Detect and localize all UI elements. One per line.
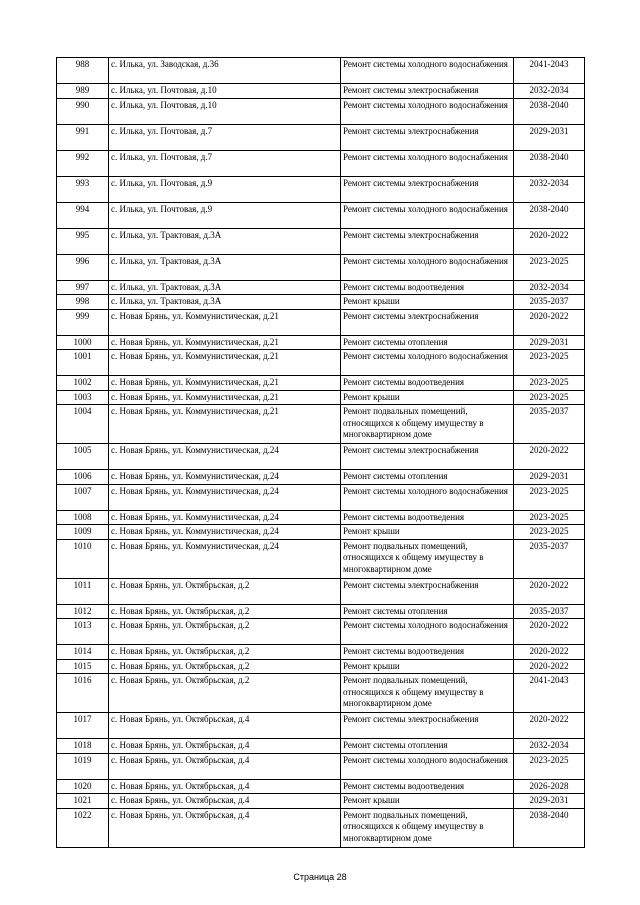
- table-row: [57, 84, 585, 99]
- table-row: [57, 98, 585, 124]
- table-row: [57, 713, 585, 739]
- table-row: [57, 405, 585, 444]
- work-type-cell: Ремонт крыши: [341, 659, 514, 674]
- table-row: [57, 295, 585, 310]
- work-type-cell: Ремонт системы холодного водоснабжения: [341, 202, 514, 228]
- period-cell: 2029-2031: [514, 794, 585, 809]
- row-number: 1004: [57, 405, 109, 444]
- period-cell: 2020-2022: [514, 228, 585, 254]
- address-cell: с. Новая Брянь, ул. Коммунистическая, д.21: [109, 335, 341, 350]
- row-number: 1019: [57, 753, 109, 779]
- period-cell: 2026-2028: [514, 779, 585, 794]
- row-number: 998: [57, 295, 109, 310]
- period-cell: 2020-2022: [514, 659, 585, 674]
- address-cell: с. Новая Брянь, ул. Коммунистическая, д.21: [109, 390, 341, 405]
- work-type-cell: Ремонт системы электроснабжения: [341, 309, 514, 335]
- period-cell: 2035-2037: [514, 604, 585, 619]
- table-row: [57, 350, 585, 376]
- address-cell: с. Новая Брянь, ул. Октябрьская, д.4: [109, 808, 341, 847]
- work-type-cell: Ремонт системы холодного водоснабжения: [341, 619, 514, 645]
- work-type-cell: Ремонт системы электроснабжения: [341, 713, 514, 739]
- period-cell: 2023-2025: [514, 376, 585, 391]
- row-number: 995: [57, 228, 109, 254]
- table-row: [57, 794, 585, 809]
- period-cell: 2020-2022: [514, 444, 585, 470]
- page-number: Страница 28: [293, 872, 347, 882]
- period-cell: 2023-2025: [514, 350, 585, 376]
- work-type-cell: Ремонт крыши: [341, 390, 514, 405]
- address-cell: с. Новая Брянь, ул. Коммунистическая, д.21: [109, 350, 341, 376]
- address-cell: с. Илька, ул. Почтовая, д.10: [109, 98, 341, 124]
- work-type-cell: Ремонт системы электроснабжения: [341, 228, 514, 254]
- work-type-cell: Ремонт подвальных помещений, относящихся к общему имуществу в многоквартирном доме: [341, 674, 514, 713]
- period-cell: 2041-2043: [514, 674, 585, 713]
- table-row: [57, 124, 585, 150]
- work-type-cell: Ремонт крыши: [341, 295, 514, 310]
- table-row: [57, 674, 585, 713]
- work-type-cell: Ремонт системы отопления: [341, 604, 514, 619]
- work-type-cell: Ремонт подвальных помещений, относящихся к общему имуществу в многоквартирном доме: [341, 808, 514, 847]
- row-number: 999: [57, 309, 109, 335]
- table-row: [57, 444, 585, 470]
- work-type-cell: Ремонт системы водоотведения: [341, 280, 514, 295]
- period-cell: 2035-2037: [514, 405, 585, 444]
- row-number: 1003: [57, 390, 109, 405]
- table-row: [57, 525, 585, 540]
- period-cell: 2038-2040: [514, 202, 585, 228]
- table-row: [57, 202, 585, 228]
- period-cell: 2035-2037: [514, 539, 585, 578]
- work-type-cell: Ремонт подвальных помещений, относящихся к общему имуществу в многоквартирном доме: [341, 539, 514, 578]
- work-type-cell: Ремонт системы холодного водоснабжения: [341, 150, 514, 176]
- row-number: 1022: [57, 808, 109, 847]
- address-cell: с. Илька, ул. Заводская, д.36: [109, 58, 341, 84]
- work-type-cell: Ремонт системы холодного водоснабжения: [341, 484, 514, 510]
- row-number: 1011: [57, 578, 109, 604]
- address-cell: с. Новая Брянь, ул. Коммунистическая, д.24: [109, 525, 341, 540]
- row-number: 990: [57, 98, 109, 124]
- period-cell: 2029-2031: [514, 124, 585, 150]
- row-number: 1005: [57, 444, 109, 470]
- address-cell: с. Новая Брянь, ул. Октябрьская, д.4: [109, 753, 341, 779]
- table-row: [57, 484, 585, 510]
- row-number: 1017: [57, 713, 109, 739]
- table-row: [57, 309, 585, 335]
- work-type-cell: Ремонт системы электроснабжения: [341, 124, 514, 150]
- row-number: 1009: [57, 525, 109, 540]
- address-cell: с. Новая Брянь, ул. Октябрьская, д.2: [109, 674, 341, 713]
- work-type-cell: Ремонт системы холодного водоснабжения: [341, 350, 514, 376]
- address-cell: с. Новая Брянь, ул. Коммунистическая, д.24: [109, 484, 341, 510]
- work-type-cell: Ремонт системы электроснабжения: [341, 444, 514, 470]
- row-number: 991: [57, 124, 109, 150]
- period-cell: 2023-2025: [514, 484, 585, 510]
- table-row: [57, 176, 585, 202]
- address-cell: с. Новая Брянь, ул. Коммунистическая, д.21: [109, 309, 341, 335]
- period-cell: 2023-2025: [514, 753, 585, 779]
- address-cell: с. Новая Брянь, ул. Коммунистическая, д.24: [109, 539, 341, 578]
- address-cell: с. Новая Брянь, ул. Октябрьская, д.4: [109, 779, 341, 794]
- row-number: 1002: [57, 376, 109, 391]
- address-cell: с. Новая Брянь, ул. Коммунистическая, д.24: [109, 444, 341, 470]
- works-table-body: [57, 58, 585, 848]
- row-number: 1016: [57, 674, 109, 713]
- table-row: [57, 753, 585, 779]
- period-cell: 2023-2025: [514, 390, 585, 405]
- row-number: 989: [57, 84, 109, 99]
- address-cell: с. Илька, ул. Почтовая, д.10: [109, 84, 341, 99]
- work-type-cell: Ремонт системы отопления: [341, 739, 514, 754]
- work-type-cell: Ремонт системы водоотведения: [341, 645, 514, 660]
- row-number: 992: [57, 150, 109, 176]
- work-type-cell: Ремонт системы холодного водоснабжения: [341, 58, 514, 84]
- address-cell: с. Илька, ул. Трактовая, д.3А: [109, 228, 341, 254]
- work-type-cell: Ремонт системы электроснабжения: [341, 176, 514, 202]
- table-row: [57, 510, 585, 525]
- row-number: 1006: [57, 470, 109, 485]
- table-row: [57, 645, 585, 660]
- period-cell: 2029-2031: [514, 470, 585, 485]
- table-row: [57, 779, 585, 794]
- address-cell: с. Илька, ул. Почтовая, д.9: [109, 202, 341, 228]
- table-row: [57, 539, 585, 578]
- period-cell: 2041-2043: [514, 58, 585, 84]
- row-number: 1008: [57, 510, 109, 525]
- row-number: 994: [57, 202, 109, 228]
- period-cell: 2032-2034: [514, 84, 585, 99]
- period-cell: 2023-2025: [514, 525, 585, 540]
- work-type-cell: Ремонт системы холодного водоснабжения: [341, 753, 514, 779]
- table-row: [57, 604, 585, 619]
- row-number: 1020: [57, 779, 109, 794]
- period-cell: 2035-2037: [514, 295, 585, 310]
- row-number: 1015: [57, 659, 109, 674]
- table-row: [57, 390, 585, 405]
- row-number: 1001: [57, 350, 109, 376]
- period-cell: 2023-2025: [514, 254, 585, 280]
- row-number: 1021: [57, 794, 109, 809]
- work-type-cell: Ремонт системы отопления: [341, 470, 514, 485]
- address-cell: с. Новая Брянь, ул. Октябрьская, д.2: [109, 604, 341, 619]
- period-cell: 2032-2034: [514, 176, 585, 202]
- period-cell: 2032-2034: [514, 280, 585, 295]
- period-cell: 2038-2040: [514, 98, 585, 124]
- table-row: [57, 335, 585, 350]
- work-type-cell: Ремонт системы водоотведения: [341, 510, 514, 525]
- table-row: [57, 280, 585, 295]
- address-cell: с. Новая Брянь, ул. Октябрьская, д.2: [109, 619, 341, 645]
- work-type-cell: Ремонт системы отопления: [341, 335, 514, 350]
- address-cell: с. Илька, ул. Трактовая, д.3А: [109, 254, 341, 280]
- work-type-cell: Ремонт системы водоотведения: [341, 376, 514, 391]
- table-row: [57, 739, 585, 754]
- table-row: [57, 150, 585, 176]
- row-number: 997: [57, 280, 109, 295]
- address-cell: с. Новая Брянь, ул. Октябрьская, д.2: [109, 578, 341, 604]
- table-row: [57, 808, 585, 847]
- row-number: 1000: [57, 335, 109, 350]
- address-cell: с. Новая Брянь, ул. Октябрьская, д.4: [109, 794, 341, 809]
- address-cell: с. Новая Брянь, ул. Октябрьская, д.2: [109, 645, 341, 660]
- address-cell: с. Илька, ул. Трактовая, д.3А: [109, 295, 341, 310]
- period-cell: 2038-2040: [514, 150, 585, 176]
- work-type-cell: Ремонт системы электроснабжения: [341, 84, 514, 99]
- row-number: 988: [57, 58, 109, 84]
- address-cell: с. Илька, ул. Трактовая, д.3А: [109, 280, 341, 295]
- table-row: [57, 254, 585, 280]
- address-cell: с. Новая Брянь, ул. Октябрьская, д.4: [109, 713, 341, 739]
- period-cell: 2032-2034: [514, 739, 585, 754]
- work-type-cell: Ремонт подвальных помещений, относящихся к общему имуществу в многоквартирном доме: [341, 405, 514, 444]
- address-cell: с. Илька, ул. Почтовая, д.7: [109, 124, 341, 150]
- work-type-cell: Ремонт системы холодного водоснабжения: [341, 254, 514, 280]
- row-number: 1013: [57, 619, 109, 645]
- period-cell: 2020-2022: [514, 645, 585, 660]
- period-cell: 2020-2022: [514, 578, 585, 604]
- row-number: 993: [57, 176, 109, 202]
- table-row: [57, 578, 585, 604]
- table-row: [57, 659, 585, 674]
- row-number: 996: [57, 254, 109, 280]
- address-cell: с. Илька, ул. Почтовая, д.9: [109, 176, 341, 202]
- address-cell: с. Новая Брянь, ул. Коммунистическая, д.24: [109, 510, 341, 525]
- row-number: 1014: [57, 645, 109, 660]
- address-cell: с. Илька, ул. Почтовая, д.7: [109, 150, 341, 176]
- work-type-cell: Ремонт крыши: [341, 794, 514, 809]
- period-cell: 2029-2031: [514, 335, 585, 350]
- table-row: [57, 58, 585, 84]
- row-number: 1007: [57, 484, 109, 510]
- period-cell: 2023-2025: [514, 510, 585, 525]
- works-table: [56, 57, 585, 848]
- period-cell: 2020-2022: [514, 713, 585, 739]
- row-number: 1012: [57, 604, 109, 619]
- table-row: [57, 376, 585, 391]
- work-type-cell: Ремонт системы водоотведения: [341, 779, 514, 794]
- work-type-cell: Ремонт крыши: [341, 525, 514, 540]
- table-row: [57, 228, 585, 254]
- period-cell: 2020-2022: [514, 619, 585, 645]
- address-cell: с. Новая Брянь, ул. Коммунистическая, д.21: [109, 405, 341, 444]
- address-cell: с. Новая Брянь, ул. Коммунистическая, д.21: [109, 376, 341, 391]
- row-number: 1010: [57, 539, 109, 578]
- table-row: [57, 470, 585, 485]
- address-cell: с. Новая Брянь, ул. Октябрьская, д.2: [109, 659, 341, 674]
- work-type-cell: Ремонт системы электроснабжения: [341, 578, 514, 604]
- period-cell: 2038-2040: [514, 808, 585, 847]
- work-type-cell: Ремонт системы холодного водоснабжения: [341, 98, 514, 124]
- row-number: 1018: [57, 739, 109, 754]
- table-row: [57, 619, 585, 645]
- address-cell: с. Новая Брянь, ул. Октябрьская, д.4: [109, 739, 341, 754]
- period-cell: 2020-2022: [514, 309, 585, 335]
- address-cell: с. Новая Брянь, ул. Коммунистическая, д.24: [109, 470, 341, 485]
